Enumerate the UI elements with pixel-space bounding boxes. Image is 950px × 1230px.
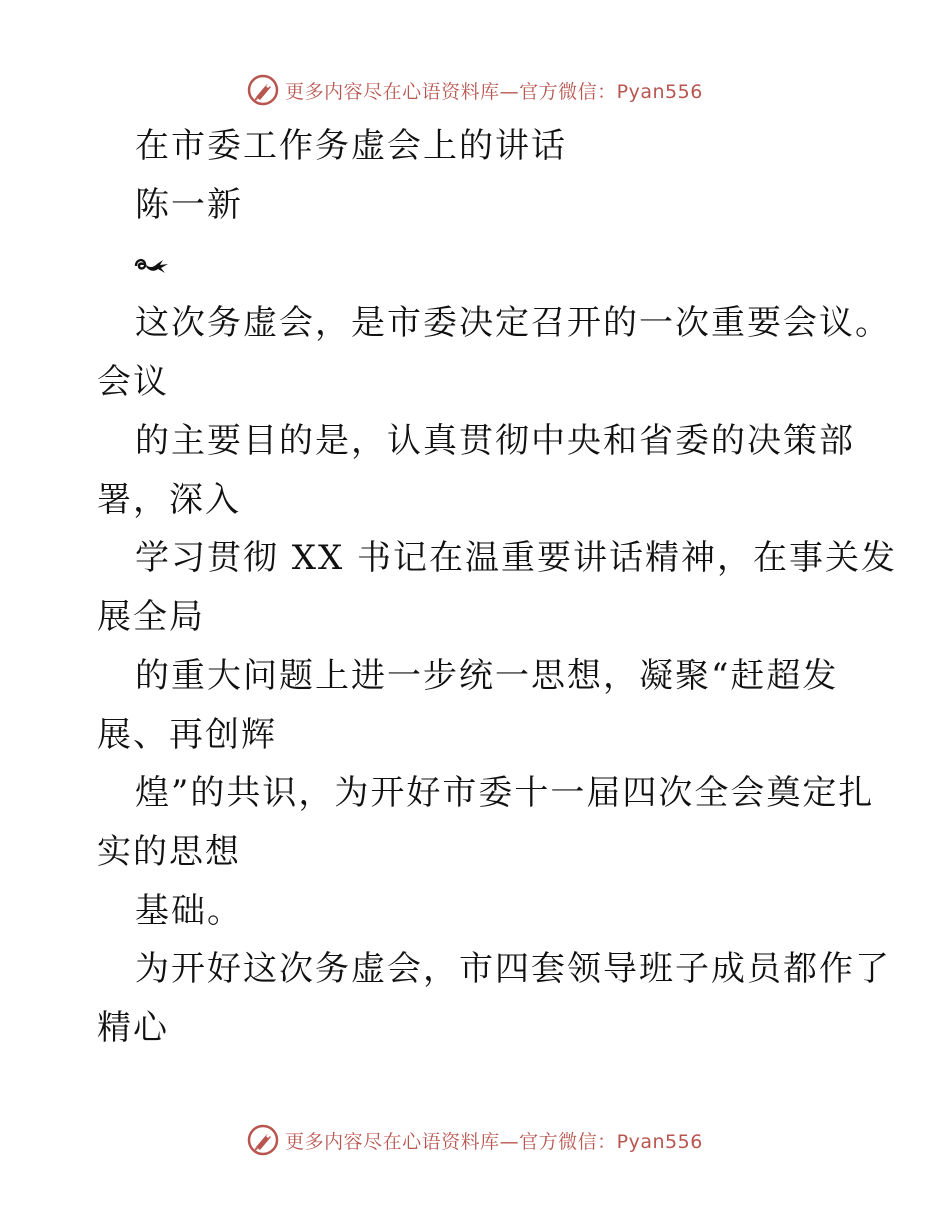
paragraph-line: 这次务虚会，是市委决定召开的一次重要会议。 (135, 303, 891, 343)
paragraph-line: 煌”的共识，为开好市委十一届四次全会奠定扎 (135, 773, 875, 813)
paragraph-line: 精心 (97, 1008, 169, 1048)
watermark-text: 更多内容尽在心语资料库—官方微信：Pyan556 (285, 80, 703, 103)
paragraph-line: 学习贯彻 XX 书记在温重要讲话精神，在事关发 (135, 538, 898, 578)
paragraph-line: 的重大问题上进一步统一思想，凝聚“赶超发 (135, 656, 839, 696)
fleuron-ornament-icon (133, 250, 173, 278)
watermark-text: 更多内容尽在心语资料库—官方微信：Pyan556 (285, 1130, 703, 1153)
paragraph-line: 展、再创辉 (97, 715, 277, 755)
paragraph-line: 的主要目的是，认真贯彻中央和省委的决策部 (135, 421, 855, 461)
paragraph-line: 为开好这次务虚会，市四套领导班子成员都作了 (135, 949, 891, 989)
page-title: 在市委工作务虚会上的讲话 (135, 126, 567, 166)
pen-nib-logo-icon (247, 1124, 279, 1156)
author-name: 陈一新 (135, 185, 243, 225)
paragraph-line: 展全局 (97, 597, 205, 637)
paragraph-line: 会议 (97, 362, 169, 402)
paragraph-line: 实的思想 (97, 832, 241, 872)
paragraph-line: 署，深入 (97, 480, 241, 520)
paragraph-line: 基础。 (135, 891, 243, 931)
bottom-watermark-banner (0, 1120, 950, 1160)
